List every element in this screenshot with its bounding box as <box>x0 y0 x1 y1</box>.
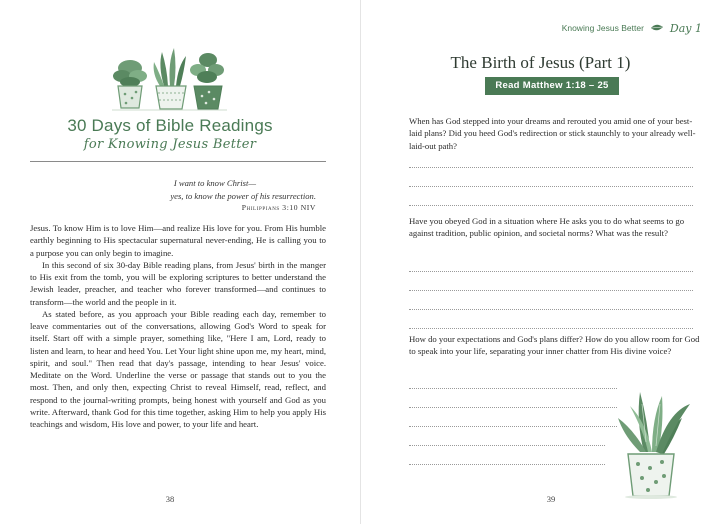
running-head <box>562 20 702 36</box>
reading-reference-badge: Read Matthew 1:18 – 25 <box>485 77 619 95</box>
potted-plants-illustration <box>112 46 227 112</box>
section-subtitle: for Knowing Jesus Better <box>83 137 257 152</box>
right-page <box>361 0 720 524</box>
epigraph-line-1: I want to know Christ— <box>173 178 256 188</box>
leaf-icon <box>650 23 664 33</box>
intro-text <box>30 222 326 430</box>
writing-lines[interactable] <box>409 149 693 206</box>
running-head-day: Day 1 <box>669 21 702 35</box>
journal-prompt: Have you obeyed God in a situation where He asks you to do what seems to go against tradition, public opinion, and societal norms? What was the result? <box>409 216 685 239</box>
journal-prompt: When has God stepped into your dreams and rerouted you amid one of your best-laid plans? Did you heed God's redirection or stick staunchly to your already well-laid-out path? <box>409 116 696 151</box>
intro-paragraph: Jesus. To know Him is to love Him—and realize His love for you. From His humble earthly beginning to His spectacular supernatural never-ending, He is calling you to a purpose you can only begin to imagine. <box>30 223 326 258</box>
intro-paragraph: As stated before, as you approach your Bible reading each day, remember to leave commentaries out of the conversations, allowing God's Word to speak for itself. Start off with a simple prayer, something like, "Here I am, Lord, ready to listen and learn, to hear and heed You. Let Your light shine upon me, my heart, mind, spirit, and soul." Then read that day's passage, intending to hear Jesus' voice. Meditate on the Word. Underline the verse or passage that stands out to you the most. Then, and only then, expecting Christ to reveal Himself, read, reflect, and respond to the journal-writing prompts, being honest with yourself and God as you write. Afterward, thank God for this time together, asking Him to help you apply His teachings and wisdom, His love and power, to your life and heart. <box>30 308 326 429</box>
snake-plant-illustration <box>606 382 696 500</box>
intro-paragraph: In this second of six 30-day Bible reading plans, from Jesus' birth in the manger to His exit from the tomb, you will be exploring scriptures to better understand the Jewish leader, preacher, and teacher who forever transformed—and continues to transform—the world and the people in it. <box>30 259 326 307</box>
epigraph-line-2: yes, to know the power of his resurrection. <box>170 190 316 201</box>
section-title: 30 Days of Bible Readings <box>67 116 273 135</box>
reading-title: The Birth of Jesus (Part 1) <box>450 53 631 72</box>
journal-prompt: How do your expectations and God's plans differ? How do you allow room for God to speak into your life, separating your inner chatter from His divine voice? <box>409 334 700 357</box>
epigraph <box>40 177 316 215</box>
running-head-title: Knowing Jesus Better <box>561 23 644 33</box>
writing-lines[interactable] <box>409 370 617 465</box>
epigraph-reference: Philippians 3:10 NIV <box>241 203 316 212</box>
page-number-right: 39 <box>546 494 556 504</box>
divider <box>30 161 326 162</box>
page-number-left: 38 <box>165 494 175 504</box>
writing-lines[interactable] <box>409 253 693 329</box>
